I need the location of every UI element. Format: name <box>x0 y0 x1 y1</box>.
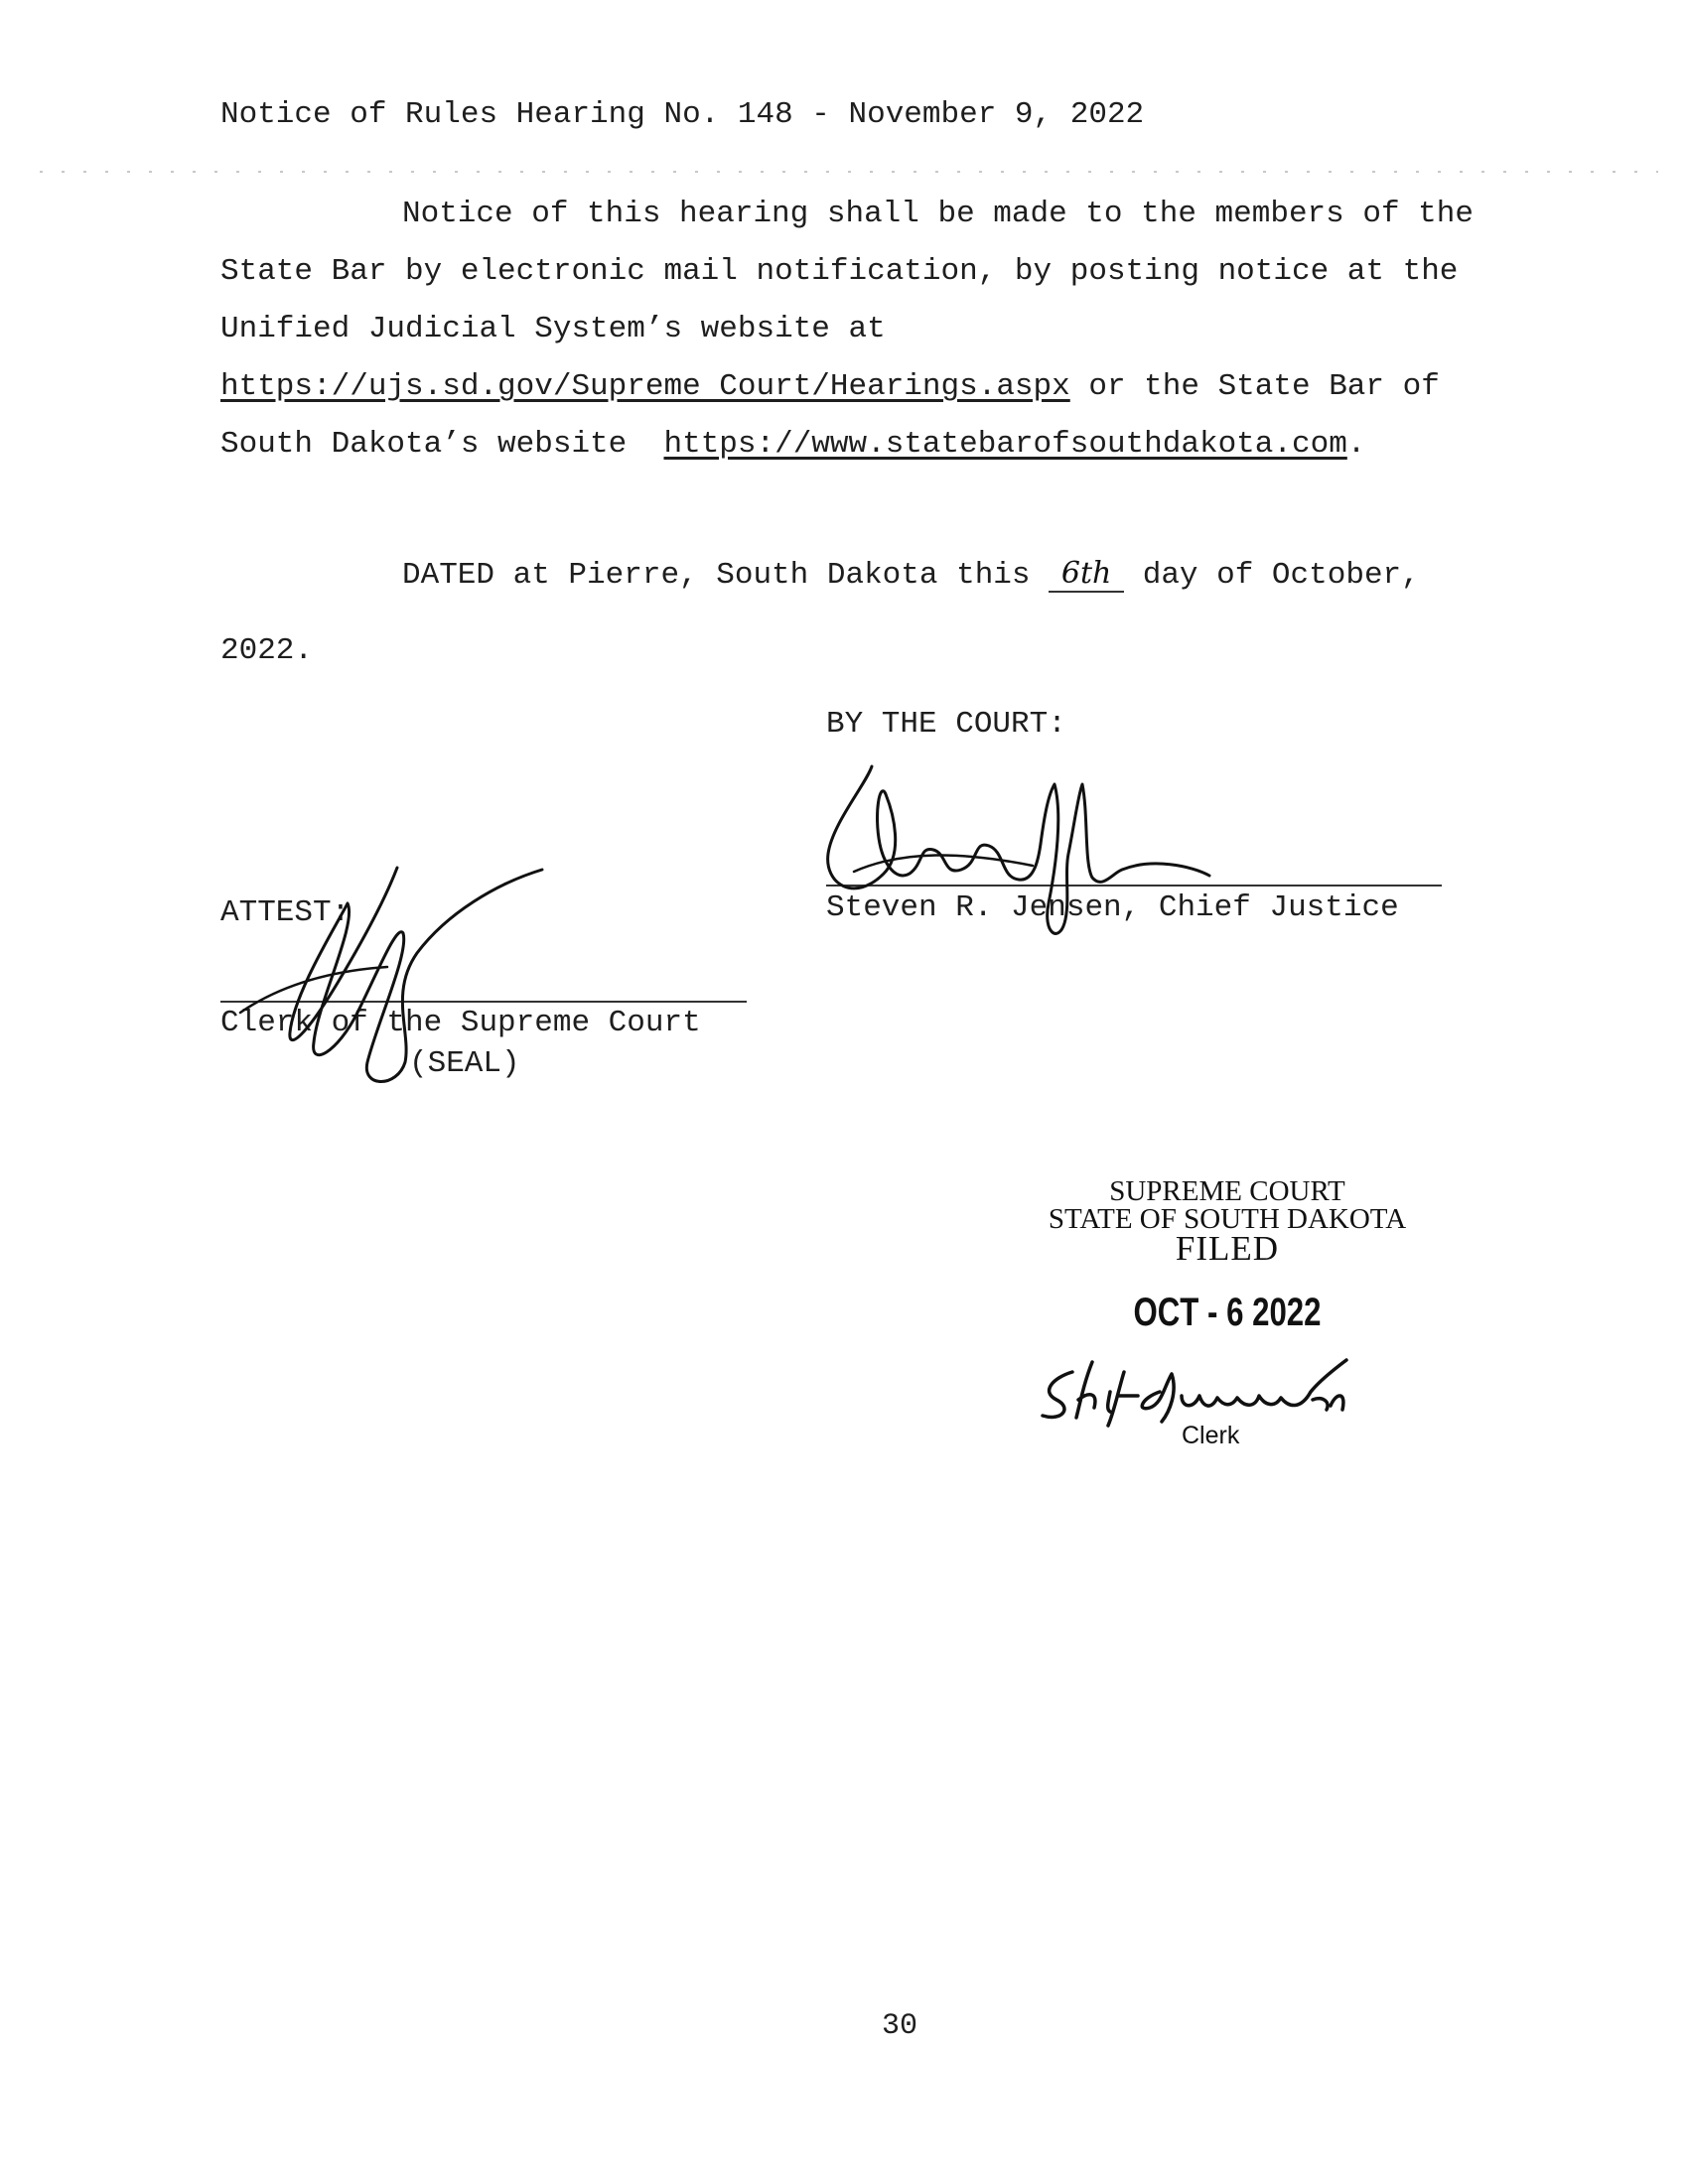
justice-signature-icon <box>814 754 1231 953</box>
stamp-filed: FILED <box>1175 1229 1280 1268</box>
ujs-hearings-link[interactable]: https://ujs.sd.gov/Supreme Court/Hearings.aspx <box>220 369 1070 404</box>
page-number: 30 <box>882 2009 918 2043</box>
scan-artifact-dots <box>40 171 1658 173</box>
justice-name: Steven R. Jensen, Chief Justice <box>826 890 1399 925</box>
clerk-title: Clerk of the Supreme Court <box>220 1006 701 1040</box>
body-line-2: State Bar by electronic mail notification, by posting notice at the <box>220 254 1459 289</box>
document-header: Notice of Rules Hearing No. 148 - November 9, 2022 <box>220 97 1145 132</box>
body-line-1: Notice of this hearing shall be made to the members of the <box>402 197 1474 231</box>
body-line-4 <box>220 369 1440 404</box>
body-line-3: Unified Judicial System’s website at <box>220 312 886 346</box>
dated-prefix: DATED at Pierre, South Dakota this <box>402 558 1050 593</box>
clerk-signature-icon <box>218 864 576 1092</box>
dated-line <box>402 556 1420 593</box>
body-line-5 <box>220 427 1365 462</box>
dated-suffix: day of October, <box>1124 558 1420 593</box>
body-line-5-start: South Dakota’s website <box>220 427 664 462</box>
dated-day: 6th <box>1049 556 1124 593</box>
stamp-date: OCT - 6 2022 <box>1133 1291 1322 1334</box>
dated-year: 2022. <box>220 633 314 668</box>
stamp-clerk-label: Clerk <box>1182 1422 1240 1449</box>
body-line-4-rest: or the State Bar of <box>1069 369 1440 404</box>
seal-label: (SEAL) <box>409 1046 520 1081</box>
attest-label: ATTEST: <box>220 895 351 930</box>
stamp-court: SUPREME COURT <box>1109 1175 1345 1207</box>
stamp-state: STATE OF SOUTH DAKOTA <box>1048 1203 1407 1235</box>
by-the-court: BY THE COURT: <box>826 707 1066 742</box>
body-line-5-end: . <box>1346 427 1366 462</box>
state-bar-link[interactable]: https://www.statebarofsouthdakota.com <box>663 427 1347 462</box>
stamp-clerk-signature-icon <box>1033 1352 1390 1432</box>
